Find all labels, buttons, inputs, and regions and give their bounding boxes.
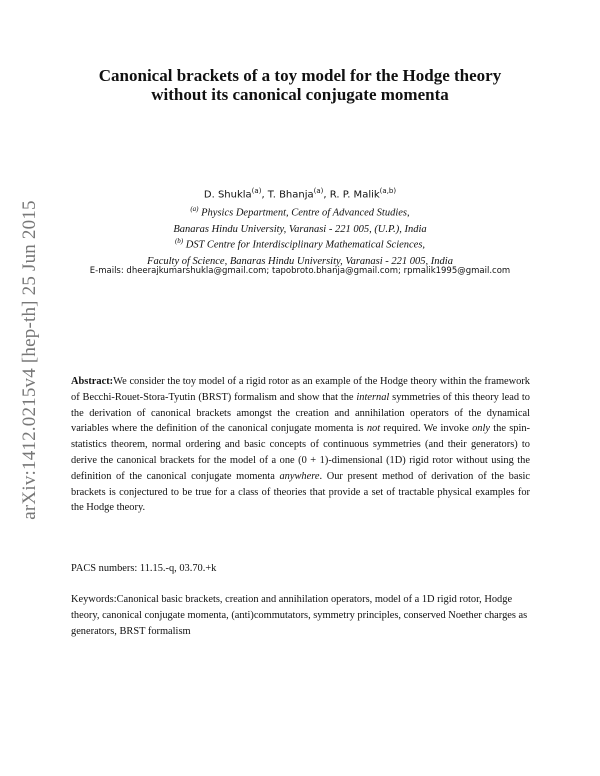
affiliation-line: Physics Department, Centre of Advanced Studies, <box>201 207 410 219</box>
title-line-2: without its canonical conjugate momenta <box>151 85 449 104</box>
affiliation-line: Banaras Hindu University, Varanasi - 221 005, (U.P.), India <box>173 223 427 235</box>
arxiv-identifier: arXiv:1412.0215v4 [hep-th] 25 Jun 2015 <box>19 200 40 520</box>
abstract <box>71 374 530 516</box>
title-line-1: Canonical brackets of a toy model for the Hodge theory <box>98 66 502 85</box>
affiliation-line: Faculty of Science, Banaras Hindu University, Varanasi - 221 005, India <box>147 255 453 267</box>
abstract-emphasis: internal <box>356 391 390 403</box>
abstract-emphasis: not <box>366 423 381 435</box>
affiliation-marker: (a) <box>190 205 199 213</box>
abstract-text: We consider the toy model of a rigid rotor as an example of the Hodge theory within the framework of Becchi-Rouet-Stora-Tyutin (BRST) formalism and show that the <box>71 376 530 403</box>
abstract-label: Abstract: <box>71 376 114 387</box>
abstract-text: the spin-statistics theorem, normal ordering and basic concepts of continuous symmetries (and their generators) to derive the canonical brackets for the model of a one (0 + 1)-dimensional (1D) rigid rotor without using the definition of the canonical conjugate momenta <box>71 423 530 482</box>
abstract-text: required. We invoke <box>380 423 473 435</box>
author-name: T. Bhanja <box>267 189 314 201</box>
affiliation-marker: (b) <box>174 237 184 245</box>
paper-title <box>60 66 540 104</box>
abstract-emphasis: anywhere <box>279 470 320 482</box>
author-name: D. Shukla <box>203 189 252 201</box>
author-emails: E-mails: dheerajkumarshukla@gmail.com; tapobroto.bhanja@gmail.com; rpmalik1995@gmail.com <box>89 266 511 276</box>
abstract-emphasis: only <box>472 423 490 435</box>
arxiv-sidebar <box>10 150 50 570</box>
author-affiliation-marker: (a,b) <box>379 187 397 195</box>
affiliation-b <box>60 233 540 270</box>
abstract-text: . Our present method of derivation of the basic brackets is conjectured to be true for a class of theories that provide a set of tractable physical examples for the Hodge theory. <box>71 470 530 514</box>
author-affiliation-marker: (a) <box>313 187 324 195</box>
pacs-numbers: PACS numbers: 11.15.-q, 03.70.+k <box>71 563 217 574</box>
author-list: D. Shukla$^{(a)}$, T. Bhanja$^{(a)}$, R. P. Malik$^{(a,b)}$ <box>203 187 397 201</box>
abstract-text: symmetries of this theory lead to the derivation of canonical brackets amongst the creation and annihilation operators of the dynamical variables where the definition of the canonical conjugate momenta is <box>71 391 531 435</box>
author-name: R. P. Malik <box>329 189 380 201</box>
author-affiliation-marker: (a) <box>251 187 262 195</box>
affiliation-line: DST Centre for Interdisciplinary Mathematical Sciences, <box>185 239 426 251</box>
keywords: Keywords:Canonical basic brackets, creation and annihilation operators, model of a 1D rigid rotor, Hodge theory, canonical conjugate momenta, (anti)commutators, symmetry principles, conserved Noether charges as generators, BRST formalism <box>71 594 528 637</box>
